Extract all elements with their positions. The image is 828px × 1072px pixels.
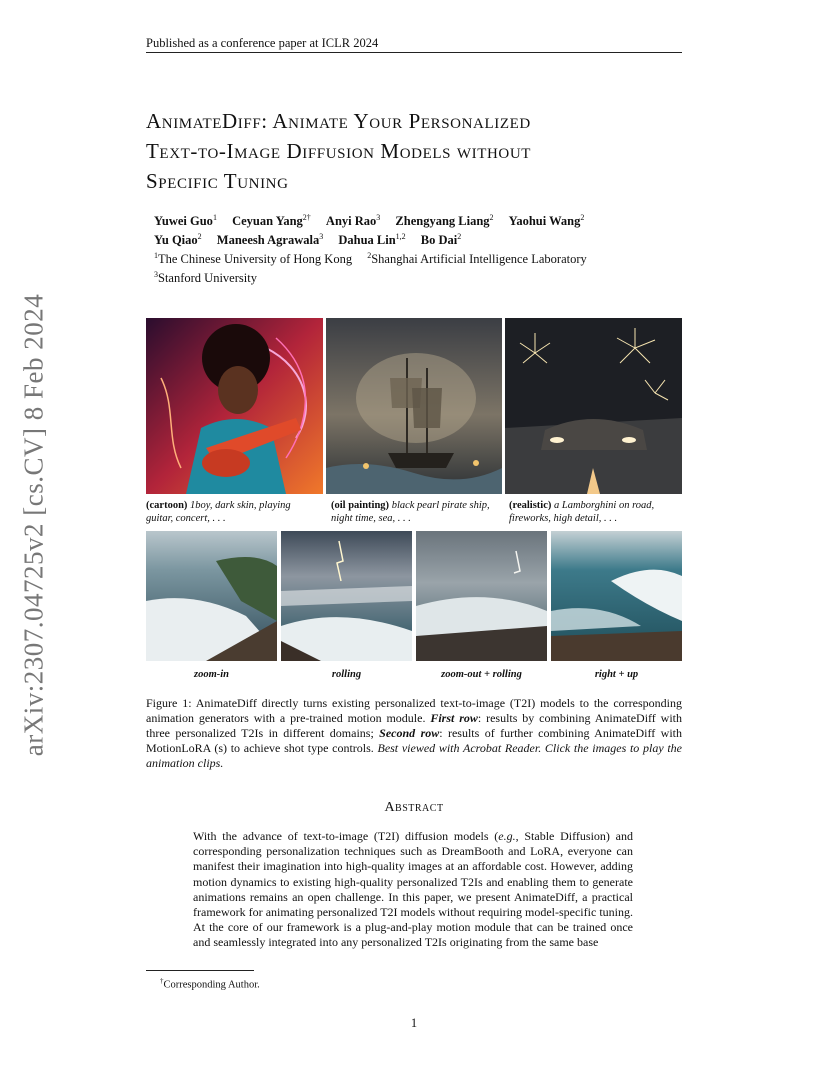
author-name: Maneesh Agrawala xyxy=(216,233,320,248)
author-line-1 xyxy=(154,210,694,229)
affiliation-name: The Chinese University of Hong Kong xyxy=(158,252,353,267)
abstract-eg: e.g. xyxy=(498,829,516,843)
author-sup: 3 xyxy=(319,232,324,242)
affiliation-name: Stanford University xyxy=(158,271,257,286)
affiliation-line-1 xyxy=(154,248,694,267)
running-header: Published as a conference paper at ICLR 2024 xyxy=(146,36,379,50)
title-line-2: Text-to-Image Diffusion Models without xyxy=(146,139,532,163)
caption-cartoon xyxy=(146,499,320,525)
label-right-up: right + up xyxy=(594,669,639,680)
abstract-text-a: With the advance of text-to-image (T2I) diffusion models ( xyxy=(193,829,499,843)
footnote-mark: † xyxy=(160,977,164,985)
author-name: Anyi Rao xyxy=(325,214,377,229)
author-name: Bo Dai xyxy=(420,233,458,248)
footnote-text: Corresponding Author. xyxy=(163,979,260,991)
abstract-body xyxy=(193,829,633,951)
figure-image-zoom-out-rolling[interactable] xyxy=(416,531,547,661)
author-sup: 2 xyxy=(457,232,462,242)
author-sup: 2 xyxy=(197,232,202,242)
caption-prompt: a Lamborghini on road, fireworks, high detail, . . . xyxy=(509,500,655,524)
abstract-text-b: , Stable Diffusion) and corresponding personalization techniques such as DreamBooth and LoRA, everyone can manifest their imagination into high-quality images at an affordable cost. However, adding motion dynamics to existing high-quality personalized T2Is and enabling them to generate animations remains an open challenge. In this paper, we present AnimateDiff, a practical framework for animating personalized T2I models without requiring model-specific tuning. At the core of our framework is a plug-and-play motion module that can be trained once and seamlessly integrated into any personalized T2Is originating from the same base xyxy=(193,829,633,950)
figure-image-zoom-in[interactable] xyxy=(146,531,277,661)
figure-image-oil-painting[interactable] xyxy=(326,318,502,494)
author-sup: 1,2 xyxy=(395,232,406,242)
caption-domain: (cartoon) xyxy=(146,500,188,511)
author-name: Yaohui Wang xyxy=(508,214,581,229)
figure-image-rolling[interactable] xyxy=(281,531,412,661)
label-zoom-in: zoom-in xyxy=(193,669,229,680)
viewing-note: Best viewed with Acrobat Reader. Click the images to play the animation clips. xyxy=(146,741,682,770)
figure-image-right-up[interactable] xyxy=(551,531,682,661)
author-name: Dahua Lin xyxy=(338,233,396,248)
affiliation-sup: 3 xyxy=(154,270,158,280)
abstract-heading: Abstract xyxy=(384,800,444,815)
caption-prompt: black pearl pirate ship, night time, sea, . . . xyxy=(331,500,490,524)
caption-realistic xyxy=(509,499,681,525)
figure-image-cartoon[interactable] xyxy=(146,318,323,494)
label-rolling: rolling xyxy=(331,669,362,680)
author-name: Ceyuan Yang xyxy=(232,214,303,229)
author-name: Yu Qiao xyxy=(154,233,198,248)
caption-oil-painting xyxy=(331,499,499,525)
author-line-2 xyxy=(154,229,694,248)
caption-prompt: 1boy, dark skin, playing guitar, concert, . . . xyxy=(146,500,291,524)
paper-title xyxy=(146,106,706,196)
footnote xyxy=(160,977,260,991)
affiliation-name: Shanghai Artificial Intelligence Laboratory xyxy=(371,252,587,267)
first-row-text: : results by combining AnimateDiff with three personalized T2Is in different domains; xyxy=(146,711,683,740)
affiliation-sup: 1 xyxy=(154,251,158,261)
arxiv-stamp-text: arXiv:2307.04725v2 [cs.CV] 8 Feb 2024 xyxy=(18,293,49,757)
title-line-3: Specific Tuning xyxy=(146,169,289,193)
title-line-1: AnimateDiff: Animate Your Personalized xyxy=(146,109,531,133)
second-row-text: : results of further combining AnimateDiff with MotionLoRA (s) to achieve shot type controls. xyxy=(146,726,682,755)
page-number: 1 xyxy=(410,1016,418,1030)
arxiv-side-stamp xyxy=(8,290,60,760)
figure-image-realistic[interactable] xyxy=(505,318,682,494)
label-zoom-out-rolling: zoom-out + rolling xyxy=(441,669,522,680)
caption-domain: (realistic) xyxy=(509,500,552,511)
author-sup: 3 xyxy=(376,213,381,222)
author-sup: 2† xyxy=(302,213,311,222)
author-sup: 2 xyxy=(489,213,494,222)
author-sup: 2 xyxy=(580,213,585,222)
first-row-label: First row xyxy=(430,711,478,725)
author-block xyxy=(154,210,694,287)
author-name: Yuwei Guo xyxy=(154,214,213,229)
figure-caption xyxy=(146,696,682,771)
affiliation-line-2 xyxy=(154,267,694,286)
footnote-rule xyxy=(146,970,254,971)
author-sup: 1 xyxy=(212,213,217,222)
header-rule xyxy=(146,52,682,53)
second-row-label: Second row xyxy=(379,726,440,740)
figure-caption-prefix: Figure 1: AnimateDiff directly turns existing personalized text-to-image (T2I) models to the corresponding animation generators with a pre-trained motion module. xyxy=(146,696,682,725)
affiliation-sup: 2 xyxy=(367,251,372,261)
caption-domain: (oil painting) xyxy=(331,500,390,511)
author-name: Zhengyang Liang xyxy=(395,214,490,229)
